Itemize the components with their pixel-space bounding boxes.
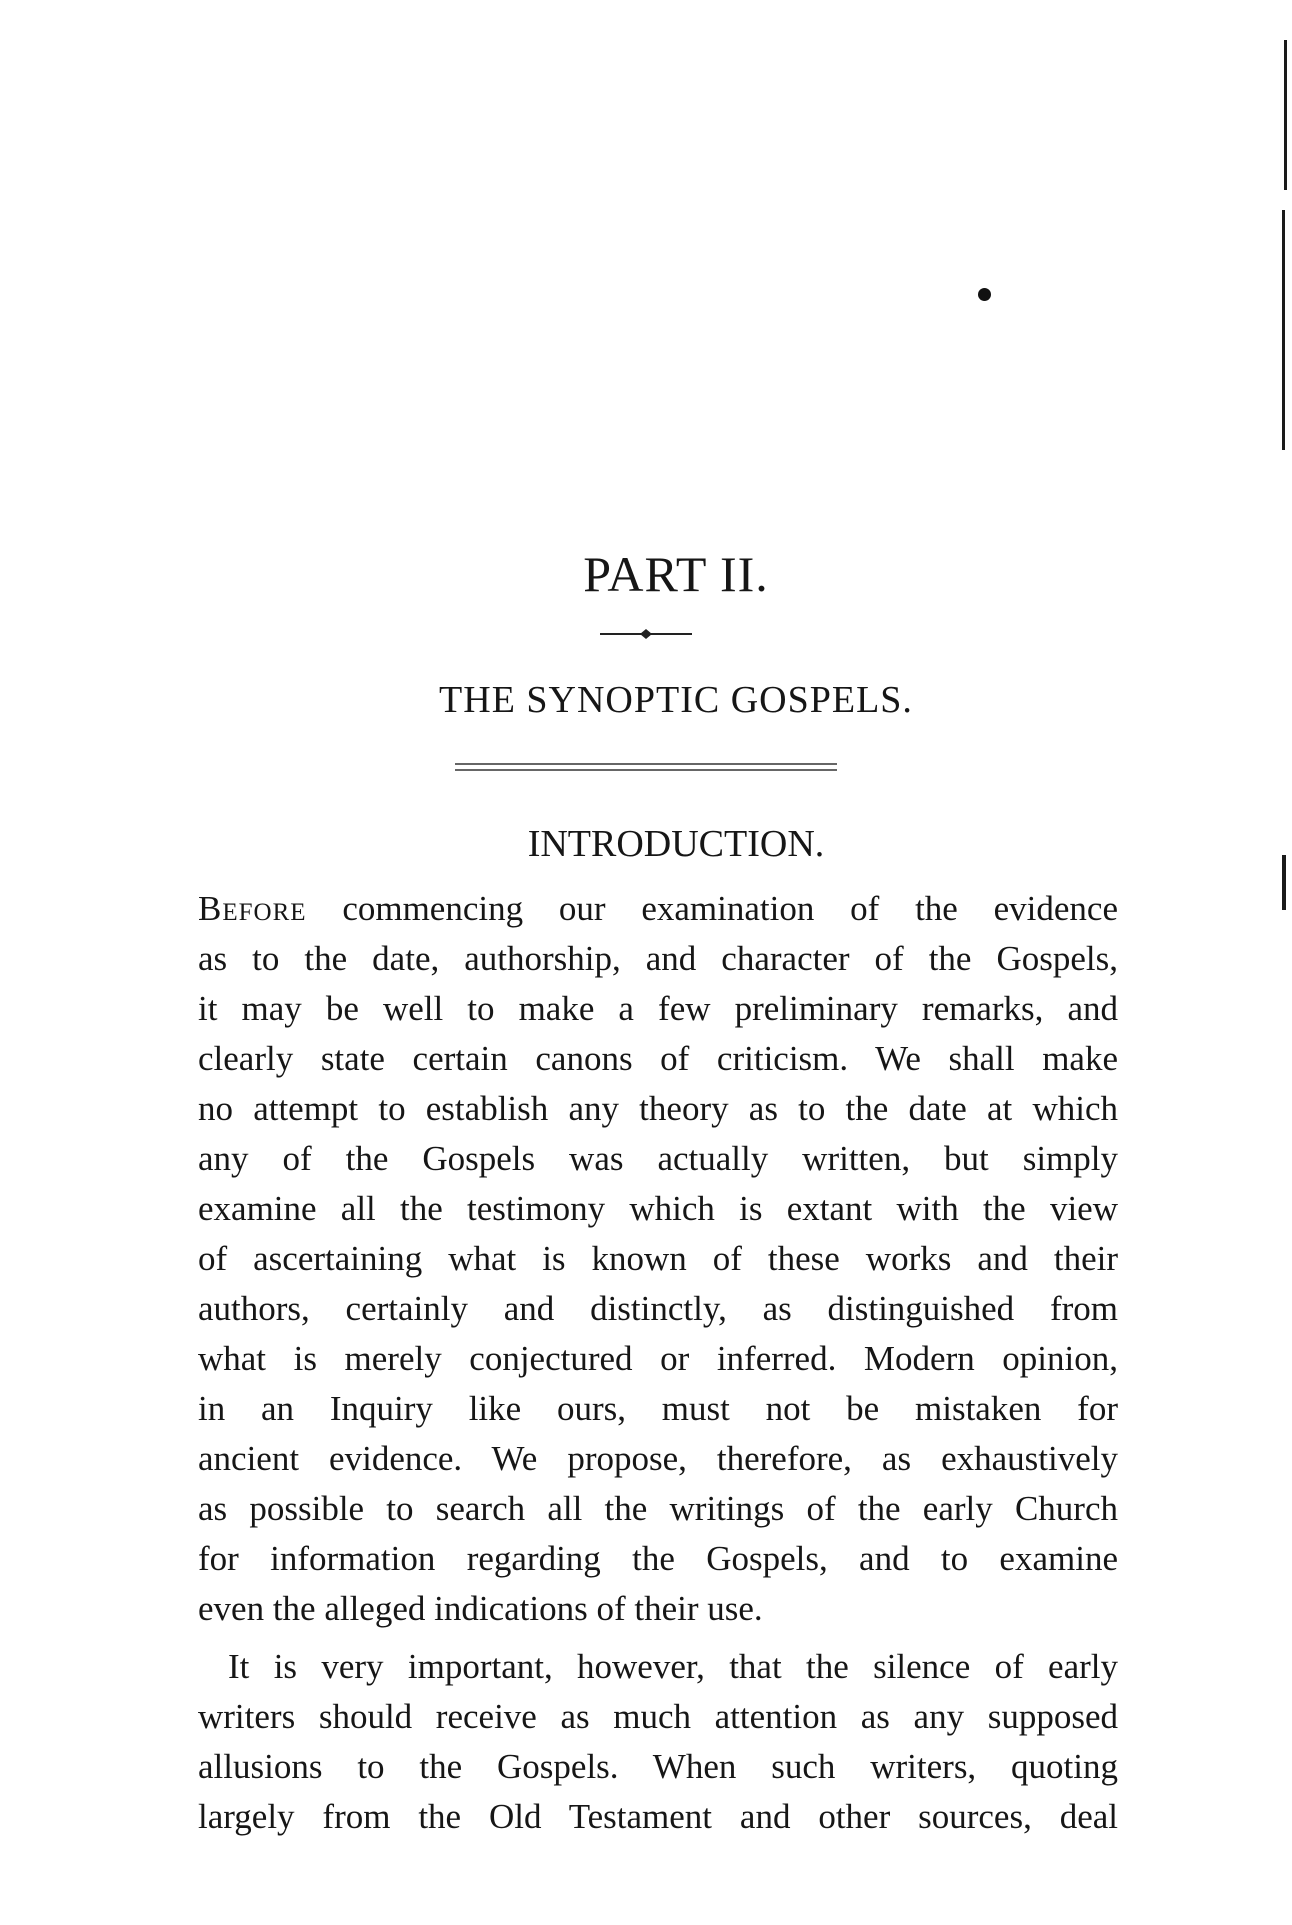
- paragraph-line: any of the Gospels was actually written, but simply: [198, 1139, 1118, 1178]
- paragraph-line: it may be well to make a few preliminary remarks, and: [198, 989, 1118, 1028]
- paragraph-line: in an Inquiry like ours, must not be mistaken for: [198, 1389, 1118, 1428]
- opening-word: Before: [198, 889, 307, 928]
- paragraph-line: examine all the testimony which is extant with the view: [198, 1189, 1118, 1228]
- scan-edge-mark-top: [1284, 40, 1287, 190]
- paragraph-line: no attempt to establish any theory as to the date at which: [198, 1089, 1118, 1128]
- book-subtitle: THE SYNOPTIC GOSPELS.: [439, 679, 913, 721]
- paragraph-line: allusions to the Gospels. When such writers, quoting: [198, 1747, 1118, 1786]
- paragraph-line: as possible to search all the writings of the early Church: [198, 1489, 1118, 1528]
- paragraph-line: [198, 884, 1118, 934]
- paragraph-line: largely from the Old Testament and other sources, deal: [198, 1797, 1118, 1836]
- paragraph-line: It is very important, however, that the silence of early: [228, 1647, 1118, 1686]
- paragraph-line: authors, certainly and distinctly, as distinguished from: [198, 1289, 1118, 1328]
- paragraph-line: for information regarding the Gospels, and to examine: [198, 1539, 1118, 1578]
- ornament-divider-icon: [600, 628, 692, 640]
- paragraph-line: even the alleged indications of their use.: [198, 1589, 763, 1628]
- paragraph-line: of ascertaining what is known of these works and their: [198, 1239, 1118, 1278]
- paragraph-line: writers should receive as much attention as any supposed: [198, 1697, 1118, 1736]
- double-rule-divider: [455, 760, 837, 774]
- line-text: commencing our examination of the evidence: [306, 889, 1118, 928]
- section-heading: INTRODUCTION.: [527, 823, 825, 865]
- part-heading: PART II.: [583, 546, 769, 602]
- paragraph-line: ancient evidence. We propose, therefore, as exhaustively: [198, 1439, 1118, 1478]
- ink-dot-mark: [978, 288, 991, 301]
- paragraph-line: clearly state certain canons of criticism. We shall make: [198, 1039, 1118, 1078]
- scan-edge-mark-middle: [1282, 210, 1285, 450]
- paragraph-line: as to the date, authorship, and character of the Gospels,: [198, 939, 1118, 978]
- paragraph-line: what is merely conjectured or inferred. Modern opinion,: [198, 1339, 1118, 1378]
